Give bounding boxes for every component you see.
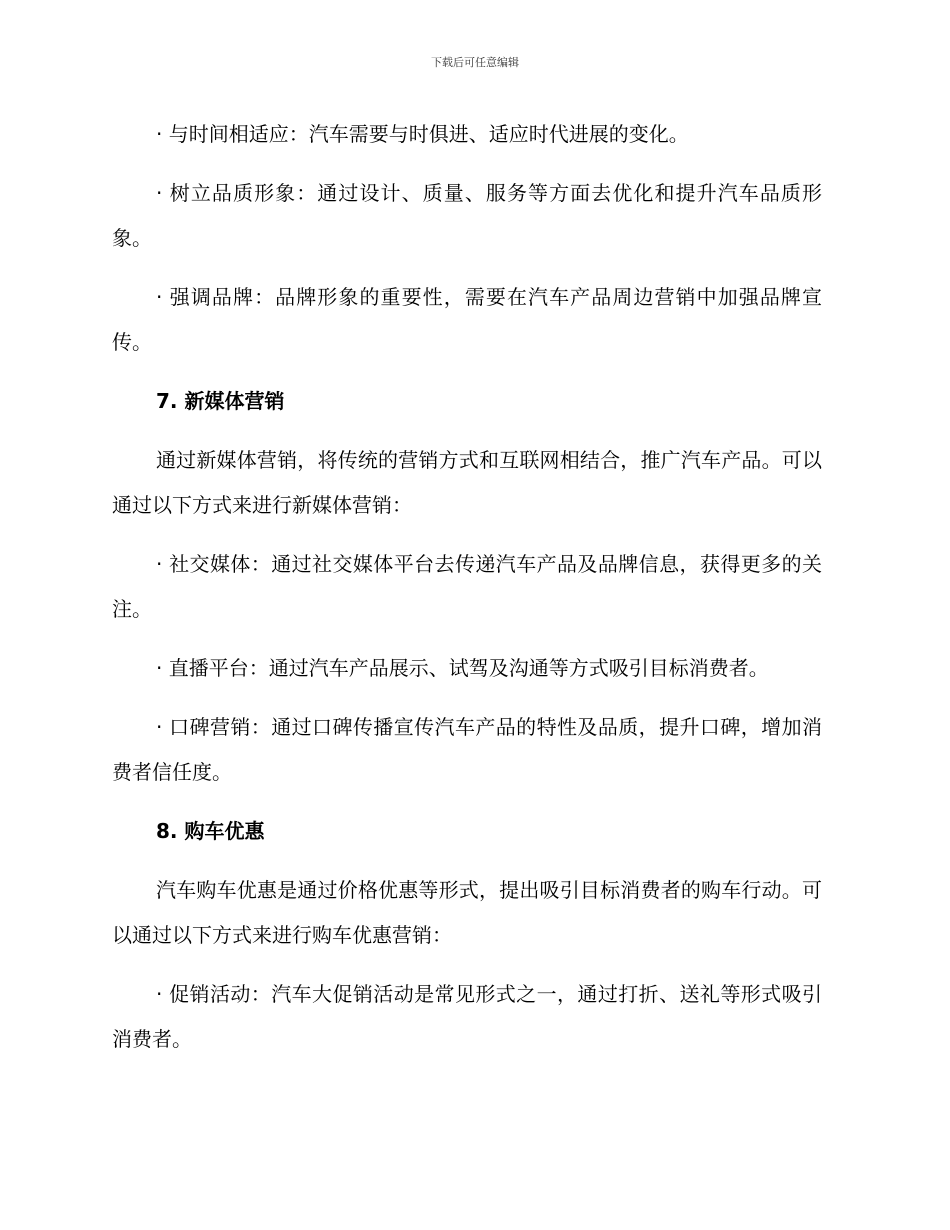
- section-heading: 8. 购车优惠: [156, 819, 265, 843]
- body-paragraph: 汽车购车优惠是通过价格优惠等形式，提出吸引目标消费者的购车行动。可以通过以下方式来进行购车优惠营销：: [112, 878, 822, 947]
- bullet-paragraph: · 口碑营销：通过口碑传播宣传汽车产品的特性及品质，提升口碑，增加消费者信任度。: [112, 715, 822, 784]
- bullet-paragraph: · 强调品牌：品牌形象的重要性，需要在汽车产品周边营销中加强品牌宣传。: [112, 285, 822, 354]
- bullet-paragraph: · 直播平台：通过汽车产品展示、试驾及沟通等方式吸引目标消费者。: [156, 656, 769, 680]
- page-header: 下载后可任意编辑: [431, 56, 519, 69]
- bullet-paragraph: · 与时间相适应：汽车需要与时俱进、适应时代进展的变化。: [156, 122, 689, 146]
- bullet-paragraph: · 促销活动：汽车大促销活动是常见形式之一，通过打折、送礼等形式吸引消费者。: [112, 982, 822, 1051]
- document-body: [112, 112, 822, 1076]
- bullet-paragraph: · 树立品质形象：通过设计、质量、服务等方面去优化和提升汽车品质形象。: [112, 181, 822, 250]
- body-paragraph: 通过新媒体营销，将传统的营销方式和互联网相结合，推广汽车产品。可以通过以下方式来进行新媒体营销：: [112, 448, 822, 517]
- bullet-paragraph: · 社交媒体：通过社交媒体平台去传递汽车产品及品牌信息，获得更多的关注。: [112, 552, 822, 621]
- section-heading: 7. 新媒体营销: [156, 389, 285, 413]
